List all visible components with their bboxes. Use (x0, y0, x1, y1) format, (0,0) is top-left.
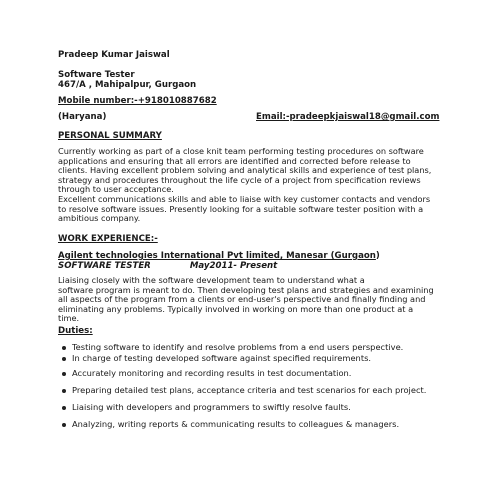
summary-line: to resolve software issues. Presently looking for a suitable software tester position with a (58, 203, 424, 214)
bullet-icon (62, 406, 66, 410)
company-name-text: Agilent technologies International Pvt limited, Manesar (Gurgaon (58, 251, 376, 261)
candidate-name: Pradeep Kumar Jaiswal (58, 50, 170, 60)
summary-line: through to user acceptance. (58, 184, 174, 195)
bullet-icon (62, 357, 66, 361)
duty-item: Testing software to identify and resolve problems from a end users perspective. (72, 342, 404, 352)
bullet-icon (62, 346, 66, 350)
bullet-icon (62, 423, 66, 427)
experience-line: eliminating any problems. Typically involved in working on more than one product at a (58, 303, 414, 314)
summary-text (58, 147, 450, 224)
experience-heading: WORK EXPERIENCE:- (58, 234, 158, 244)
email-address: Email:-pradeepkjaiswal18@gmail.com (256, 112, 440, 122)
duty-item: Preparing detailed test plans, acceptance criteria and test scenarios for each project. (72, 385, 427, 395)
summary-line: clients. Having excellent problem solving and analytical skills and experience of test plans, (58, 165, 432, 176)
company-name (58, 251, 380, 261)
summary-line: ambitious company. (58, 213, 141, 224)
company-name-close: ) (375, 251, 380, 261)
duty-item: Accurately monitoring and recording results in test documentation. (72, 368, 352, 378)
mobile-number: Mobile number:-+918010887682 (58, 96, 217, 106)
bullet-icon (62, 389, 66, 393)
summary-heading: PERSONAL SUMMARY (58, 131, 162, 141)
role-period: May2011- Present (189, 261, 278, 271)
bullet-icon (62, 372, 66, 376)
role-title: SOFTWARE TESTER (58, 261, 151, 271)
job-title: Software Tester (58, 70, 135, 80)
role-line (58, 261, 277, 271)
duties-heading: Duties: (58, 326, 93, 336)
duty-item: Analyzing, writing reports & communicating results to colleagues & managers. (72, 419, 400, 429)
experience-line: time. (58, 313, 80, 324)
experience-description (58, 276, 450, 324)
duty-item: Liaising with developers and programmers to swiftly resolve faults. (72, 402, 351, 412)
address: 467/A , Mahipalpur, Gurgaon (58, 80, 197, 90)
duty-item: In charge of testing developed software against specified requirements. (72, 353, 372, 363)
summary-line: Excellent communications skills and able to liaise with key customer contacts and vendors (58, 193, 431, 204)
experience-line: Liaising closely with the software development team to understand what a (58, 275, 365, 285)
experience-line: software program is meant to do. Then developing test plans and strategies and examining (58, 284, 434, 295)
experience-line: all aspects of the program from a clients or end-user's perspective and finally finding and (58, 294, 426, 305)
summary-line: strategy and procedures throughout the life cycle of a project from specification reviews (58, 174, 421, 185)
summary-line: Currently working as part of a close knit team performing testing procedures on software (58, 146, 424, 156)
state: (Haryana) (58, 112, 107, 122)
summary-line: applications and ensuring that all errors are identified and corrected before release to (58, 155, 411, 166)
